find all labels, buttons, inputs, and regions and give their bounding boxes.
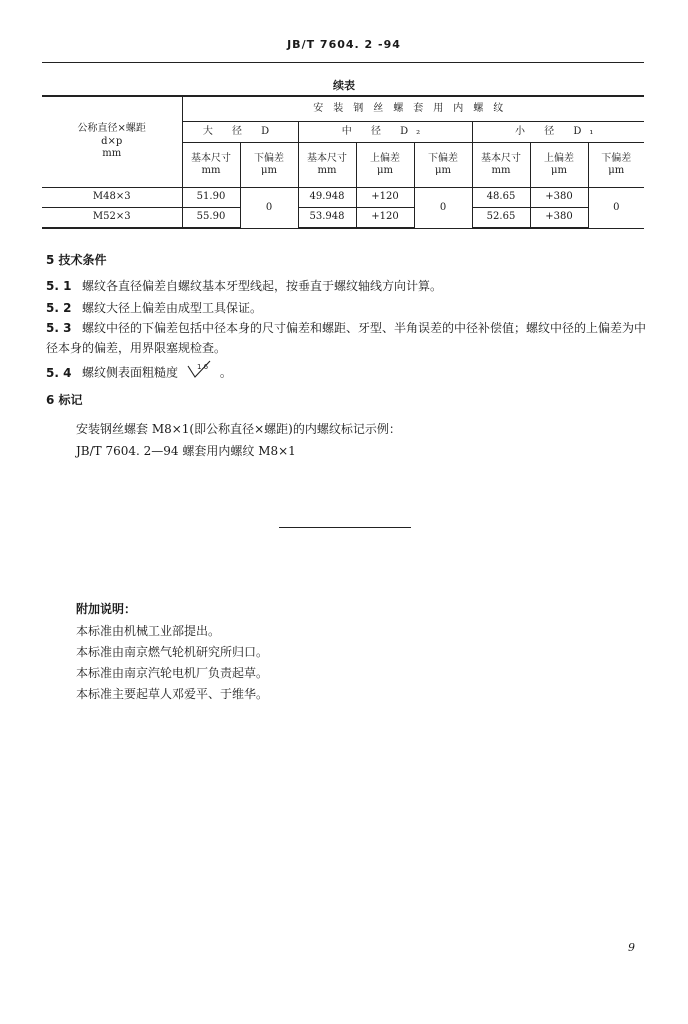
note-line: 本标准由机械工业部提出。 (76, 624, 221, 638)
size-cell: M52×3 (42, 208, 182, 229)
note-line: 本标准由南京汽轮电机厂负责起草。 (76, 666, 269, 680)
clause-5-2: 5. 2 螺纹大径上偏差由成型工具保证。 (46, 301, 263, 315)
header-rule (42, 62, 644, 63)
thread-tolerance-table (42, 95, 644, 229)
notes-title: 附加说明： (76, 602, 137, 616)
table-row (42, 188, 644, 208)
section-6-heading: 6 标记 (46, 393, 83, 407)
col-header-pitch-upper: 上偏差 μm (356, 143, 414, 188)
group-title: 安装钢丝螺套用内螺纹 (182, 96, 644, 122)
table-row (42, 208, 644, 229)
row-header-cell (42, 96, 182, 188)
row-header-line: 公称直径×螺距 (77, 123, 146, 135)
standard-number-header: JB/T 7604. 2 -94 (287, 38, 401, 51)
col-header-pitch-basic: 基本尺寸 mm (298, 143, 356, 188)
marking-example: JB/T 7604. 2—94 螺套用内螺纹 M8×1 (76, 444, 296, 458)
minor-basic-cell: 52.65 (472, 208, 530, 229)
note-line: 本标准由南京燃气轮机研究所归口。 (76, 645, 269, 659)
col-header-minor-upper: 上偏差 μm (530, 143, 588, 188)
major-basic-cell: 51.90 (182, 188, 240, 208)
col-header-minor-basic: 基本尺寸 mm (472, 143, 530, 188)
col-header-minor-lower: 下偏差 μm (588, 143, 644, 188)
note-line: 本标准主要起草人邓爱平、于维华。 (76, 687, 269, 701)
row-header-line: mm (102, 148, 122, 160)
clause-5-1: 5. 1 螺纹各直径偏差自螺纹基本牙型线起，按垂直于螺纹轴线方向计算。 (46, 279, 443, 293)
pitch-lower-cell: 0 (414, 188, 472, 229)
end-rule (279, 527, 411, 528)
clause-5-4: 5. 4 螺纹侧表面粗糙度 1.6 。 (46, 360, 646, 386)
col-header-major-basic: 基本尺寸 mm (182, 143, 240, 188)
minor-lower-cell: 0 (588, 188, 644, 229)
col-header-pitch-lower: 下偏差 μm (414, 143, 472, 188)
pitch-basic-cell: 49.948 (298, 188, 356, 208)
minor-diameter-title: 小 径 D₁ (472, 122, 644, 143)
roughness-value: 1.6 (196, 363, 208, 371)
col-header-major-lower: 下偏差 μm (240, 143, 298, 188)
marking-example-intro: 安装钢丝螺套 M8×1(即公称直径×螺距)的内螺纹标记示例： (76, 422, 401, 436)
section-5-heading: 5 技术条件 (46, 253, 107, 267)
minor-upper-cell: +380 (530, 188, 588, 208)
pitch-basic-cell: 53.948 (298, 208, 356, 229)
minor-basic-cell: 48.65 (472, 188, 530, 208)
major-basic-cell: 55.90 (182, 208, 240, 229)
pitch-upper-cell: +120 (356, 188, 414, 208)
surface-roughness-symbol (186, 360, 216, 386)
clause-5-3: 5. 3 螺纹中径的下偏差包括中径本身的尺寸偏差和螺距、牙型、半角误差的中径补偿值；螺纹中径的上偏差为中径本身的偏差，用界限塞规检查。 (46, 321, 647, 355)
pitch-upper-cell: +120 (356, 208, 414, 229)
table-caption: 续表 (333, 79, 355, 92)
page-number: 9 (628, 941, 635, 954)
major-diameter-title: 大 径 D (182, 122, 298, 143)
major-lower-cell: 0 (240, 188, 298, 229)
size-cell: M48×3 (42, 188, 182, 208)
row-header-line: d×p (101, 135, 123, 147)
minor-upper-cell: +380 (530, 208, 588, 229)
pitch-diameter-title: 中 径 D₂ (298, 122, 472, 143)
